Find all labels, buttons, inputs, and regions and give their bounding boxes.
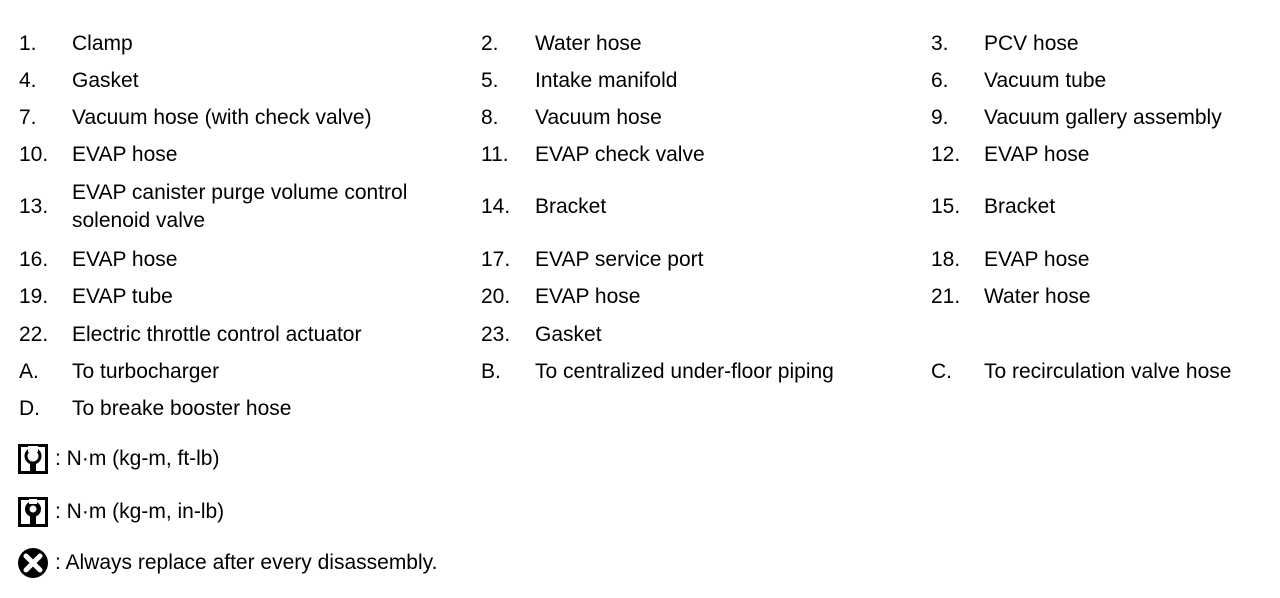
item-label: PCV hose [984, 32, 1079, 55]
item-number: 15. [931, 195, 961, 218]
item-label: Vacuum hose (with check valve) [72, 106, 372, 129]
item-label: EVAP service port [535, 248, 704, 271]
item-label: To centralized under-floor piping [535, 360, 834, 383]
torque-wrench-filled-icon [17, 496, 49, 528]
symbol-label: : N·m (kg-m, ft-lb) [55, 447, 220, 470]
symbol-replace [17, 546, 437, 580]
symbol-torque-inlb [17, 495, 224, 529]
item-number: 7. [19, 106, 37, 129]
item-letter: A. [19, 360, 39, 383]
item-number: 2. [481, 32, 499, 55]
replace-x-icon [17, 547, 49, 579]
item-label: To breake booster hose [72, 397, 292, 420]
item-number: 16. [19, 248, 49, 271]
item-label: Gasket [535, 323, 602, 346]
item-label: Water hose [984, 285, 1091, 308]
item-label: To turbocharger [72, 360, 220, 383]
item-number: 21. [931, 285, 961, 308]
symbol-torque-ftlb [17, 442, 219, 476]
item-label: Vacuum gallery assembly [984, 106, 1222, 129]
item-number: 9. [931, 106, 949, 129]
item-label: Electric throttle control actuator [72, 323, 362, 346]
item-label: EVAP hose [984, 143, 1090, 166]
item-label: Vacuum hose [535, 106, 662, 129]
item-letter: B. [481, 360, 501, 383]
item-number: 18. [931, 248, 961, 271]
item-number: 12. [931, 143, 961, 166]
item-label: EVAP hose [984, 248, 1090, 271]
item-label: EVAP check valve [535, 143, 705, 166]
item-letter: C. [931, 360, 952, 383]
item-number: 8. [481, 106, 499, 129]
item-label: To recirculation valve hose [984, 360, 1232, 383]
item-number: 17. [481, 248, 511, 271]
item-number: 6. [931, 69, 949, 92]
item-number: 14. [481, 195, 511, 218]
item-label: Bracket [984, 195, 1056, 218]
item-number: 5. [481, 69, 499, 92]
item-number: 3. [931, 32, 949, 55]
item-label: Gasket [72, 69, 139, 92]
item-label: EVAP canister purge volume control solenoid valve [72, 181, 408, 232]
item-number: 4. [19, 69, 37, 92]
item-number: 11. [481, 143, 509, 166]
item-letter: D. [19, 397, 40, 420]
item-number: 19. [19, 285, 49, 308]
item-number: 1. [19, 32, 37, 55]
item-label: EVAP hose [72, 143, 178, 166]
symbol-label: : Always replace after every disassembly. [55, 551, 438, 574]
torque-wrench-open-icon [17, 443, 49, 475]
item-label: EVAP hose [72, 248, 178, 271]
item-number: 13. [19, 195, 49, 218]
item-label: Vacuum tube [984, 69, 1107, 92]
item-label: EVAP hose [535, 285, 641, 308]
item-label: Bracket [535, 195, 607, 218]
item-number: 22. [19, 323, 49, 346]
item-number: 20. [481, 285, 511, 308]
item-label: Clamp [72, 32, 133, 55]
symbol-label: : N·m (kg-m, in-lb) [55, 500, 225, 523]
item-label: EVAP tube [72, 285, 173, 308]
item-number: 23. [481, 323, 511, 346]
item-label: Intake manifold [535, 69, 678, 92]
item-number: 10. [19, 143, 49, 166]
item-label: Water hose [535, 32, 642, 55]
